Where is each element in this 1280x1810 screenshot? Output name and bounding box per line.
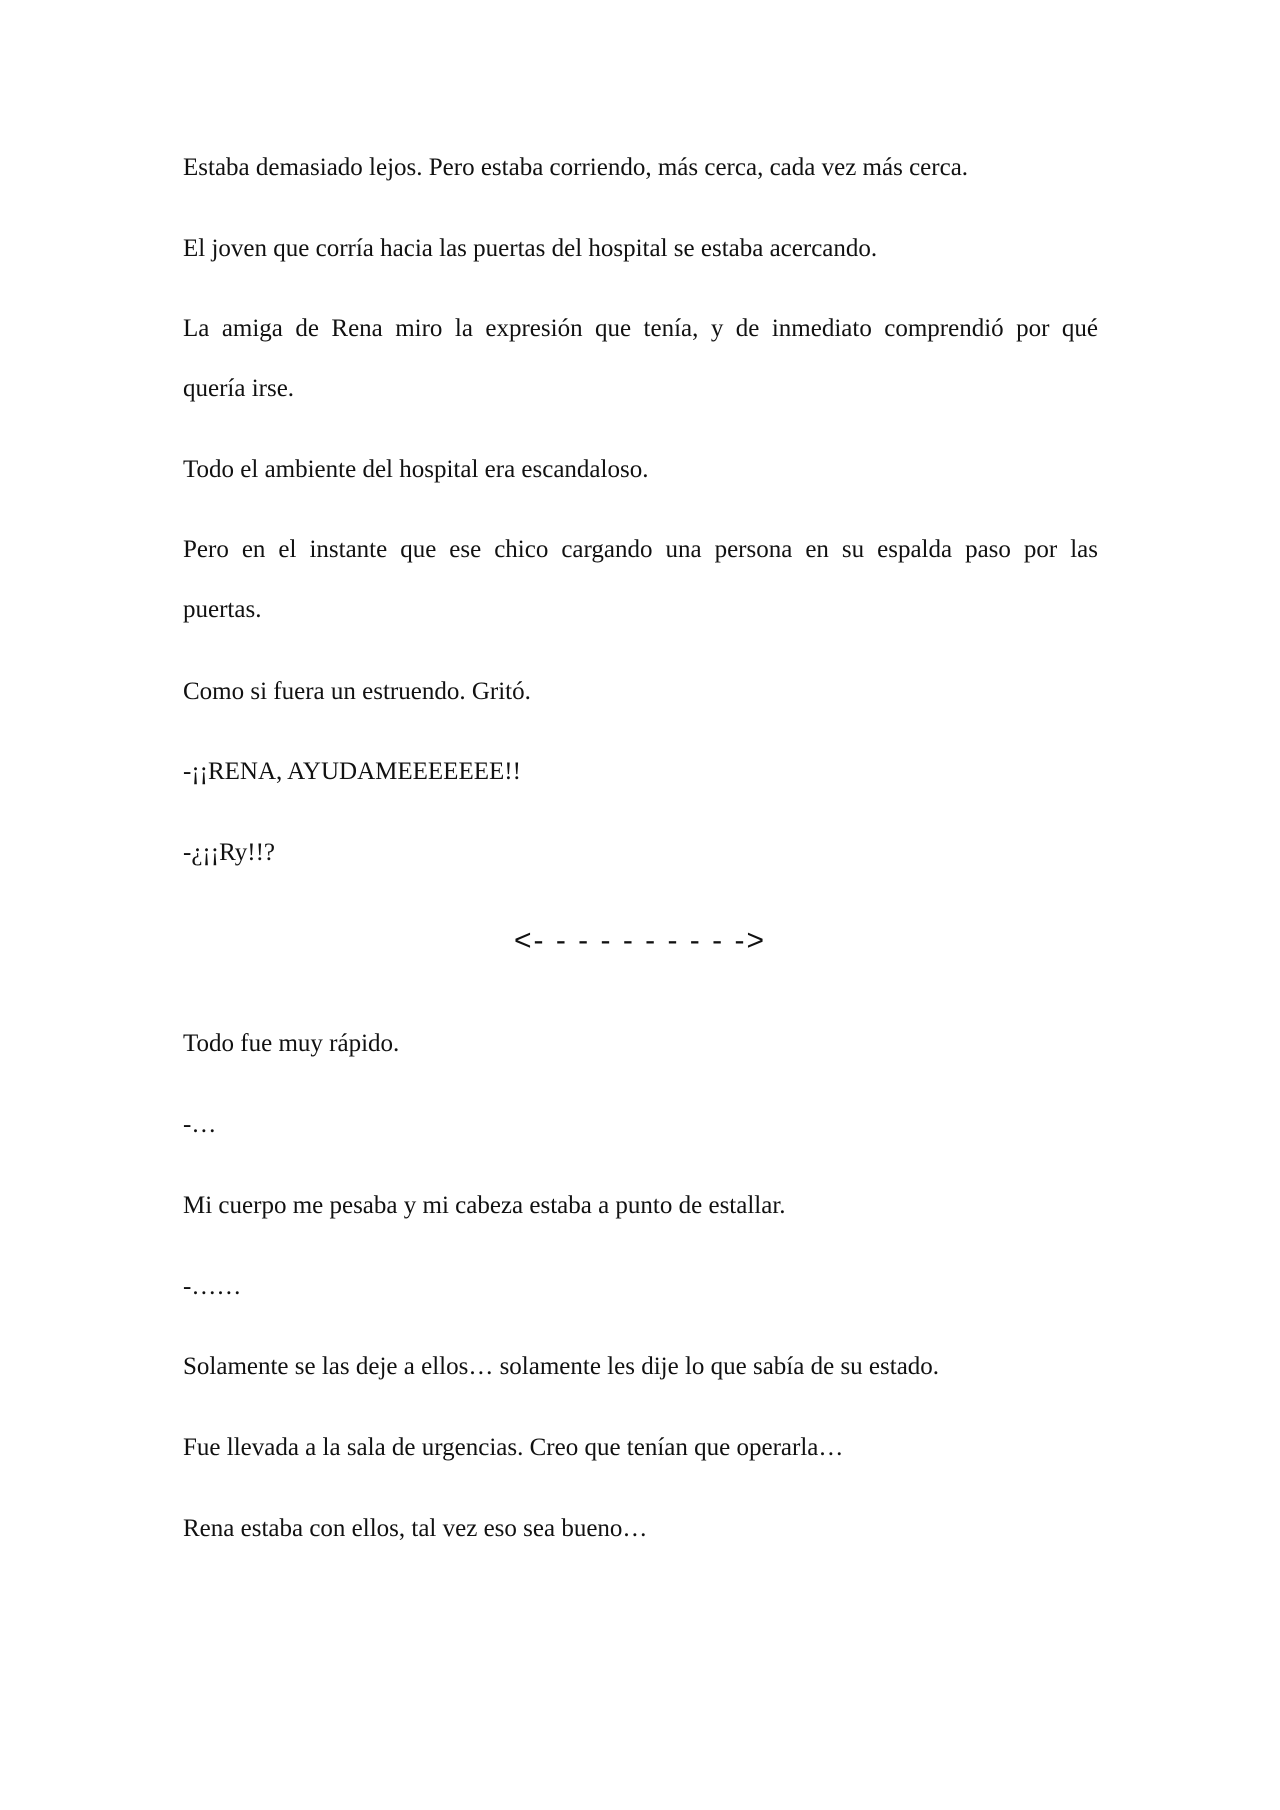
paragraph: Solamente se las deje a ellos… solamente les dije lo que sabía de su estado. [183, 1353, 940, 1380]
paragraph: La amiga de Rena miro la expresión que tenía, y de inmediato comprendió por qué [183, 315, 1098, 342]
dialogue-line: -¿¡¡Ry!!? [183, 839, 275, 866]
paragraph: Estaba demasiado lejos. Pero estaba corriendo, más cerca, cada vez más cerca. [183, 154, 969, 181]
paragraph: Pero en el instante que ese chico cargando una persona en su espalda paso por las [183, 536, 1098, 563]
dialogue-line: -¡¡RENA, AYUDAMEEEEEEE!! [183, 758, 521, 785]
dialogue-line: -… [183, 1111, 217, 1138]
paragraph: Todo el ambiente del hospital era escandaloso. [183, 456, 649, 483]
paragraph: El joven que corría hacia las puertas del hospital se estaba acercando. [183, 235, 878, 262]
paragraph: Todo fue muy rápido. [183, 1030, 400, 1057]
paragraph: puertas. [183, 596, 262, 623]
paragraph: quería irse. [183, 375, 295, 402]
paragraph: Mi cuerpo me pesaba y mi cabeza estaba a punto de estallar. [183, 1192, 786, 1219]
paragraph: Fue llevada a la sala de urgencias. Creo que tenían que operarla… [183, 1434, 844, 1461]
paragraph: Como si fuera un estruendo. Gritó. [183, 678, 531, 705]
paragraph: Rena estaba con ellos, tal vez eso sea bueno… [183, 1515, 648, 1542]
scene-separator: <- - - - - - - - - -> [514, 924, 766, 957]
dialogue-line: -…… [183, 1273, 242, 1300]
